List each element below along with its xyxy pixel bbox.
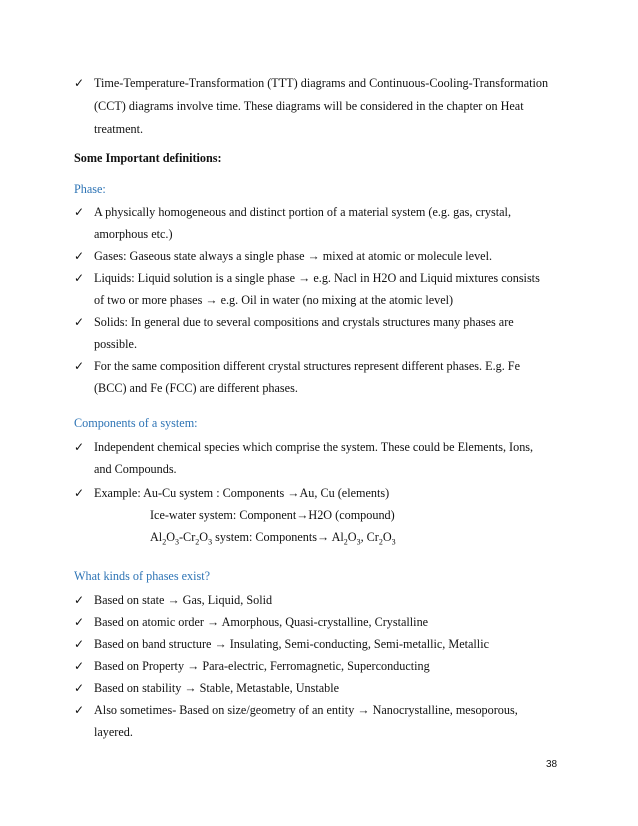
intro-line-2: (CCT) diagrams involve time. These diagrams will be considered in the chapter on Heat	[94, 99, 524, 113]
kinds-item-4: Based on Property → Para-electric, Ferromagnetic, Superconducting	[94, 659, 430, 673]
intro-line-3: treatment.	[94, 122, 144, 136]
kinds-item-3: Based on band structure → Insulating, Semi-conducting, Semi-metallic, Metallic	[94, 637, 489, 651]
components-b1-line-1: Independent chemical species which comprise the system. These could be Elements, Ions,	[94, 440, 534, 454]
phase-b5-line-2: (BCC) and Fe (FCC) are different phases.	[94, 381, 298, 395]
components-b1-line-2: and Compounds.	[94, 462, 177, 476]
phase-b4-line-2: possible.	[94, 337, 137, 351]
checkmark-icon: ✓	[74, 615, 85, 629]
checkmark-icon: ✓	[74, 271, 85, 285]
kinds-item-1: Based on state → Gas, Liquid, Solid	[94, 593, 273, 607]
phase-b2-line-1: Gases: Gaseous state always a single phase → mixed at atomic or molecule level.	[94, 249, 493, 263]
phase-b3-line-2: of two or more phases → e.g. Oil in water (no mixing at the atomic level)	[94, 293, 454, 307]
components-example-line-1: Example: Au-Cu system : Components →Au, Cu (elements)	[94, 486, 390, 500]
kinds-heading: What kinds of phases exist?	[74, 569, 211, 583]
kinds-last-line-1: Also sometimes- Based on size/geometry of an entity → Nanocrystalline, mesoporous,	[94, 703, 518, 717]
kinds-item-5: Based on stability → Stable, Metastable, Unstable	[94, 681, 340, 695]
checkmark-icon: ✓	[74, 205, 85, 219]
checkmark-icon: ✓	[74, 659, 85, 673]
definitions-heading: Some Important definitions:	[74, 151, 222, 165]
checkmark-icon: ✓	[74, 593, 85, 607]
checkmark-icon: ✓	[74, 703, 85, 717]
components-example-line-2: Ice-water system: Component→H2O (compound)	[150, 508, 395, 522]
checkmark-icon: ✓	[74, 359, 85, 373]
phase-b1-line-2: amorphous etc.)	[94, 227, 173, 241]
kinds-last-line-2: layered.	[94, 725, 133, 739]
phase-heading: Phase:	[74, 182, 106, 196]
checkmark-icon: ✓	[74, 249, 85, 263]
checkmark-icon: ✓	[74, 486, 85, 500]
kinds-item-2: Based on atomic order → Amorphous, Quasi-crystalline, Crystalline	[94, 615, 429, 629]
phase-b3-line-1: Liquids: Liquid solution is a single phase → e.g. Nacl in H2O and Liquid mixtures consists	[94, 271, 540, 285]
components-heading: Components of a system:	[74, 416, 198, 430]
checkmark-icon: ✓	[74, 637, 85, 651]
checkmark-icon: ✓	[74, 681, 85, 695]
checkmark-icon: ✓	[74, 440, 85, 454]
checkmark-icon: ✓	[74, 76, 85, 90]
phase-b1-line-1: A physically homogeneous and distinct portion of a material system (e.g. gas, crystal,	[94, 205, 511, 219]
checkmark-icon: ✓	[74, 315, 85, 329]
page-number: 38	[546, 759, 558, 770]
phase-b5-line-1: For the same composition different crystal structures represent different phases. E.g. Fe	[94, 359, 520, 373]
components-example-line-3: $Al_2O_3-Cr_2O_3$ system: Components→ $Al_2O_3$, $Cr_2O_3$	[150, 530, 396, 547]
intro-line-1: Time-Temperature-Transformation (TTT) diagrams and Continuous-Cooling-Transformation	[94, 76, 549, 90]
phase-b4-line-1: Solids: In general due to several compositions and crystals structures many phases are	[94, 315, 514, 329]
